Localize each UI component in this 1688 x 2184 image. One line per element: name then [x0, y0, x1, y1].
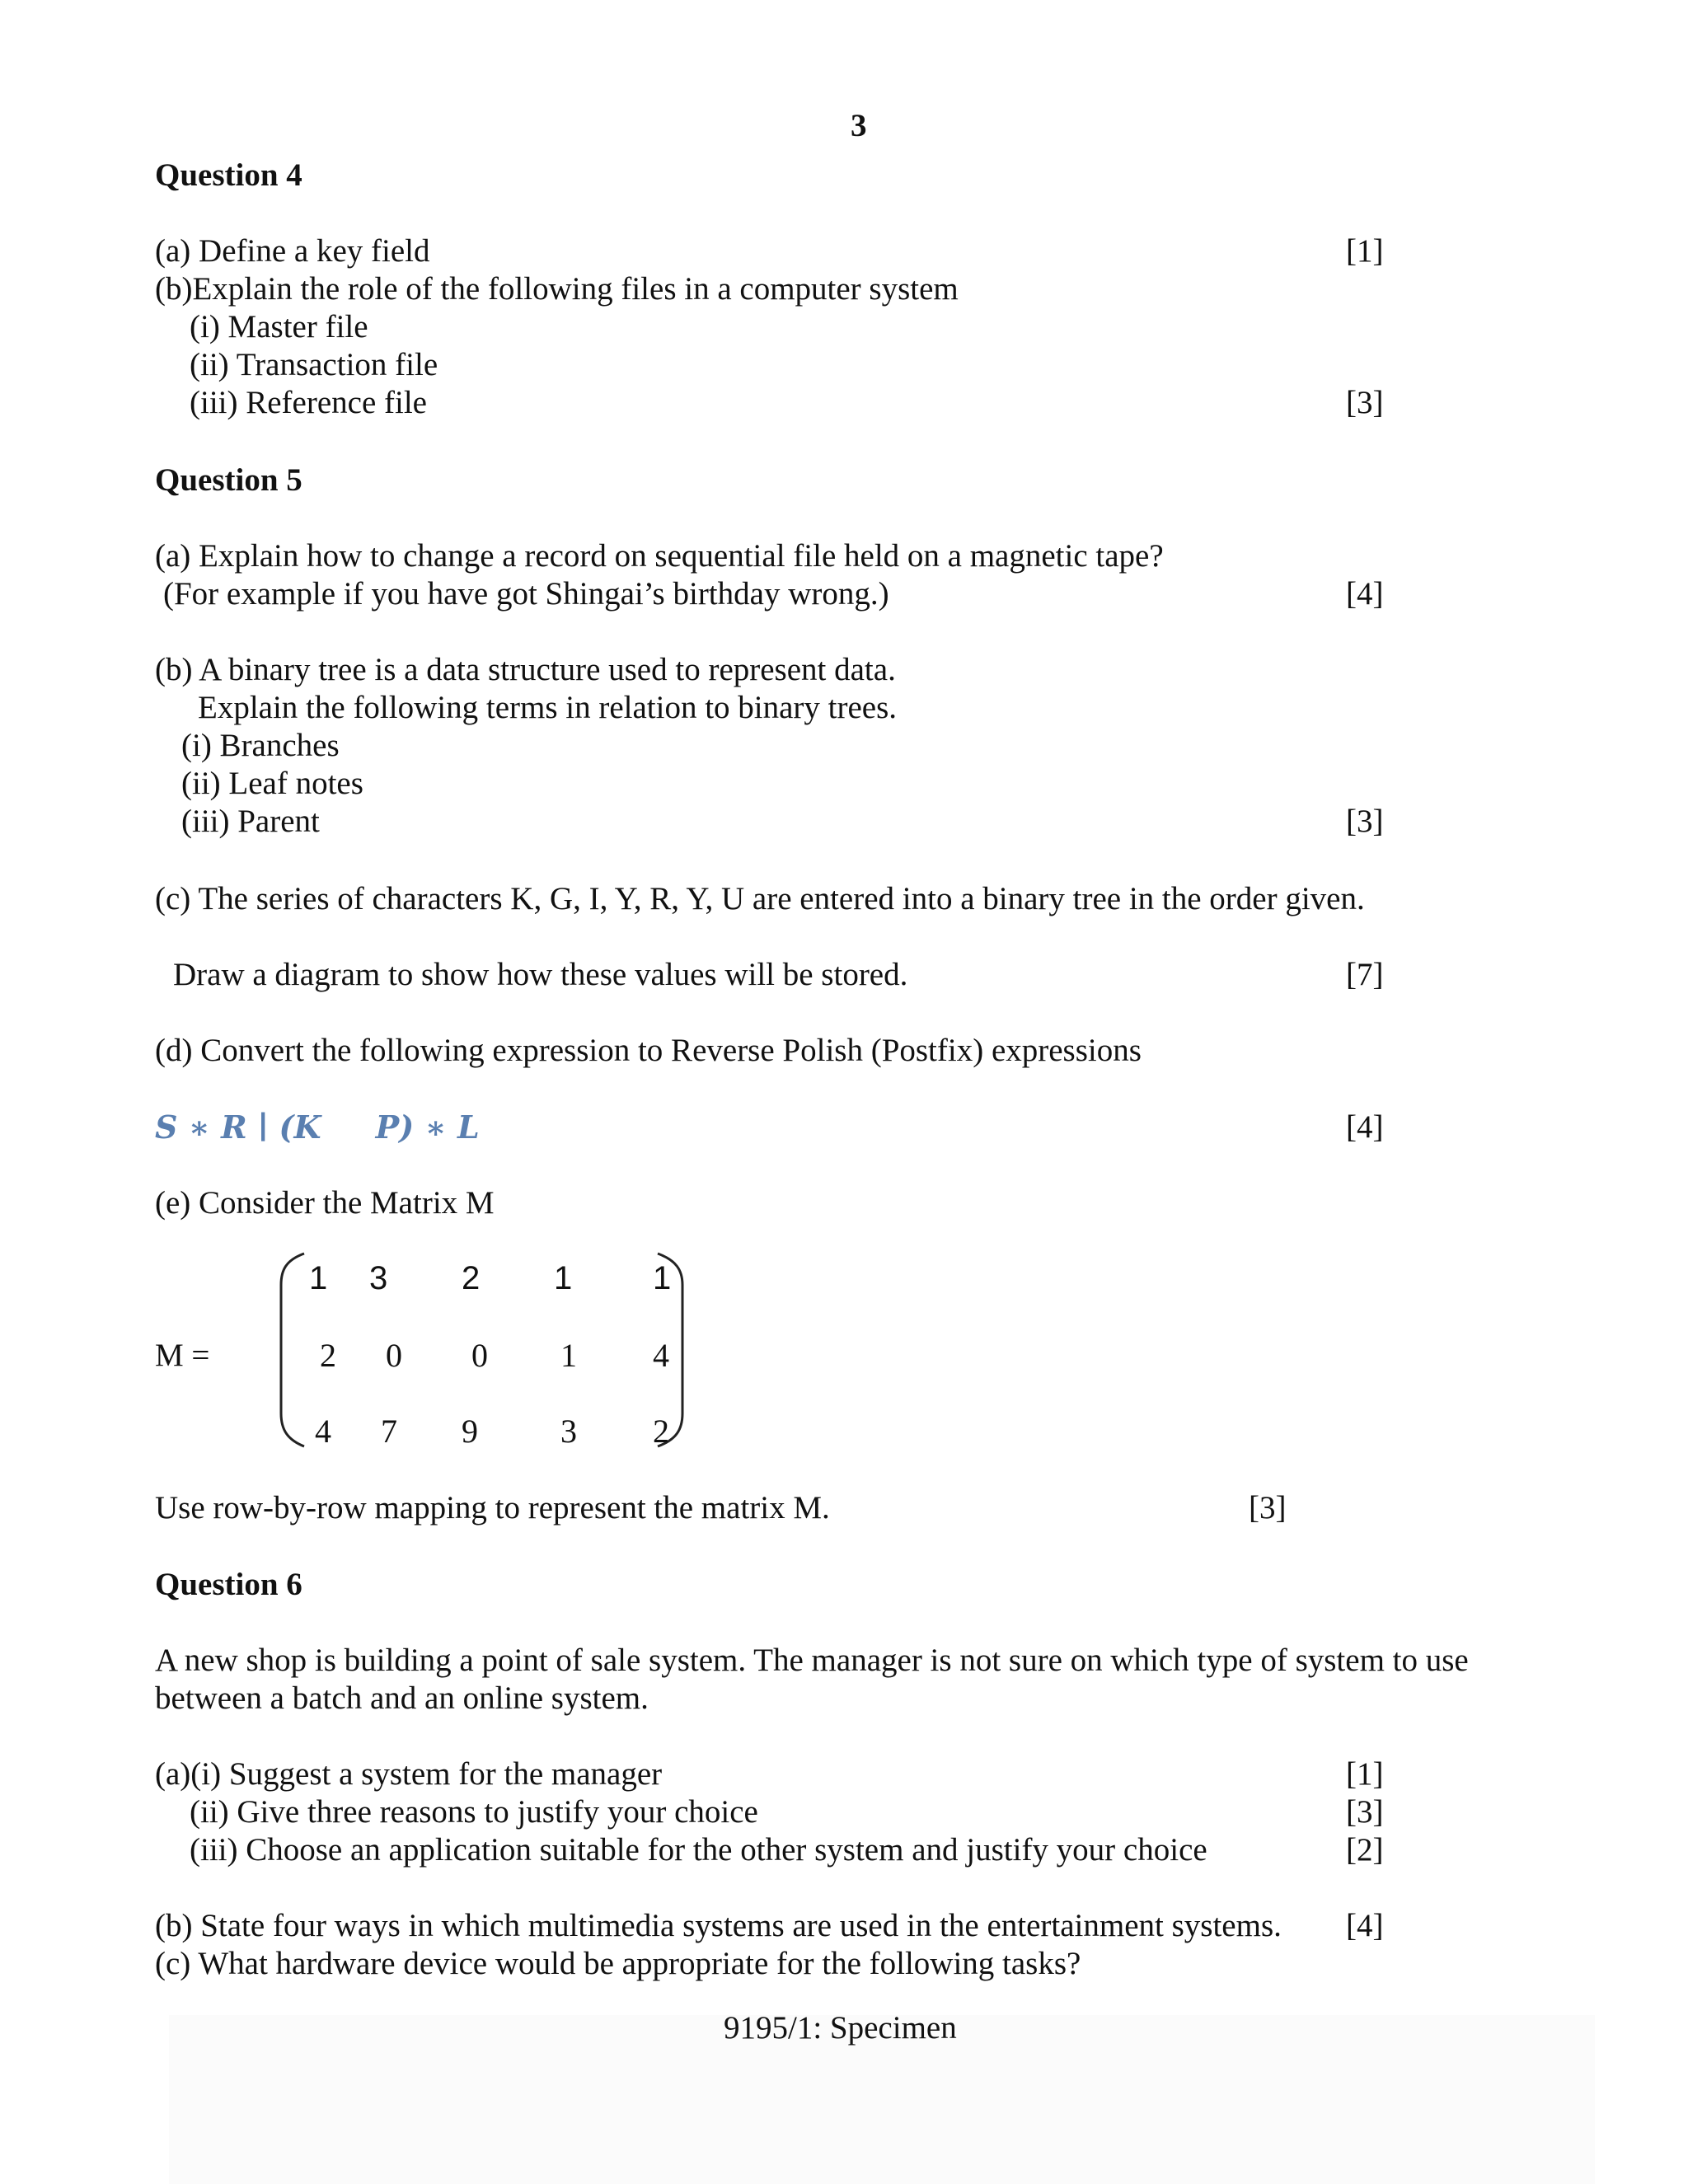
matrix-cell: 0	[471, 1337, 488, 1374]
matrix-label: M =	[155, 1338, 210, 1373]
q6-intro-line1: A new shop is building a point of sale system. The manager is not sure on which type of system to use	[155, 1643, 1469, 1678]
q4-part-b-iii: (iii) Reference file	[190, 385, 427, 420]
matrix-cell: 3	[560, 1413, 577, 1450]
matrix-cell: 1	[560, 1337, 577, 1374]
q5-part-b-ii: (ii) Leaf notes	[181, 766, 363, 801]
q5-part-d-expression: S ∗ R ∣ (K P) ∗ L	[155, 1108, 480, 1146]
q6-part-a-iii: (iii) Choose an application suitable for the other system and justify your choice	[190, 1832, 1207, 1868]
q6-intro-line2: between a batch and an online system.	[155, 1680, 649, 1716]
matrix-cell: 9	[462, 1413, 478, 1450]
q5-part-b-line1: (b) A binary tree is a data structure used to represent data.	[155, 652, 896, 687]
q5-part-a-mark: [4]	[1346, 576, 1384, 612]
q5-part-c-line1: (c) The series of characters K, G, I, Y, R, Y, U are entered into a binary tree in the order given.	[155, 881, 1365, 916]
page-number: 3	[851, 108, 867, 143]
q5-part-a-line2: (For example if you have got Shingai’s birthday wrong.)	[163, 576, 889, 612]
matrix-cell: 1	[653, 1260, 672, 1296]
matrix-cell: 2	[462, 1260, 481, 1296]
q6-part-a-ii: (ii) Give three reasons to justify your choice	[190, 1794, 758, 1830]
q5-part-c-line2: Draw a diagram to show how these values will be stored.	[173, 957, 908, 992]
q4-part-b-mark: [3]	[1346, 385, 1384, 420]
q5-part-b-iii: (iii) Parent	[181, 804, 320, 839]
q6-part-b: (b) State four ways in which multimedia systems are used in the entertainment systems.	[155, 1908, 1282, 1943]
q6-part-a-i-mark: [1]	[1346, 1756, 1384, 1792]
q5-part-e-mark: [3]	[1249, 1490, 1287, 1526]
q5-part-e-line2: Use row-by-row mapping to represent the matrix M.	[155, 1490, 830, 1526]
q4-part-a-mark: [1]	[1346, 233, 1384, 269]
q4-part-b-ii: (ii) Transaction file	[190, 347, 438, 382]
q4-part-b: (b)Explain the role of the following files in a computer system	[155, 271, 959, 307]
matrix-cell: 1	[309, 1260, 328, 1296]
matrix-cell: 0	[386, 1337, 402, 1374]
q4-part-a: (a) Define a key field	[155, 233, 430, 269]
q5-part-d-mark: [4]	[1346, 1109, 1384, 1145]
q5-part-a-line1: (a) Explain how to change a record on sequential file held on a magnetic tape?	[155, 538, 1164, 574]
matrix-cell: 3	[369, 1260, 388, 1296]
question-6-heading: Question 6	[155, 1567, 302, 1602]
matrix-cell: 7	[381, 1413, 397, 1450]
q5-part-e-line1: (e) Consider the Matrix M	[155, 1185, 495, 1221]
q5-part-b-mark: [3]	[1346, 804, 1384, 839]
matrix-cell: 1	[554, 1260, 573, 1296]
q5-part-d-line1: (d) Convert the following expression to Reverse Polish (Postfix) expressions	[155, 1033, 1142, 1068]
q6-part-a-i: (a)(i) Suggest a system for the manager	[155, 1756, 663, 1792]
matrix-cell: 4	[315, 1413, 331, 1450]
q6-part-a-ii-mark: [3]	[1346, 1794, 1384, 1830]
q5-part-c-mark: [7]	[1346, 957, 1384, 992]
question-4-heading: Question 4	[155, 157, 302, 193]
page-footer: 9195/1: Specimen	[724, 2010, 957, 2046]
q6-part-b-mark: [4]	[1346, 1908, 1384, 1943]
q4-part-b-i: (i) Master file	[190, 309, 368, 344]
q6-part-a-iii-mark: [2]	[1346, 1832, 1384, 1868]
matrix-cell: 2	[320, 1337, 336, 1374]
matrix-cell: 2	[653, 1413, 669, 1450]
q6-part-c: (c) What hardware device would be appropriate for the following tasks?	[155, 1946, 1081, 1981]
question-5-heading: Question 5	[155, 462, 302, 498]
matrix-cell: 4	[653, 1337, 669, 1374]
q5-part-b-i: (i) Branches	[181, 728, 340, 763]
q5-part-b-line2: Explain the following terms in relation to binary trees.	[198, 690, 898, 725]
